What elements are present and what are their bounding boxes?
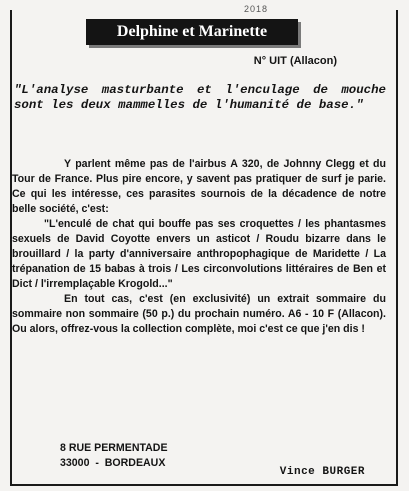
body-paragraph-2: "L'enculé de chat qui bouffe pas ses croquettes / les phantasmes sexuels de David Coyotte envers un asticot / Roudu bizarre dans le brouillard / la party d'anniversaire anthropophagique de Maridette / La trépanation de 15 babas à trois / Les circonvolutions littéraires de Ben et Dict / l'irremplaçable Krogold..." (12, 218, 386, 290)
address-line-2: 33000 - BORDEAUX (60, 457, 166, 469)
postal-address (60, 441, 168, 471)
body-paragraph-1: Y parlent même pas de l'airbus A 320, de Johnny Clegg et du Tour de France. Plus pire encore, y savent pas pratiquer de surf je parie. Ce qui les intéresse, ces parasites sournois de la décadence de notre belle société, c'est: (12, 158, 386, 215)
body-paragraph-3: En tout cas, c'est (en exclusivité) un extrait sommaire du sommaire non sommaire (50 p.) du prochain numéro. A6 - 10 F (Allacon). Ou alors, offrez-vous la collection complète, moi c'est ce que j'en dis ! (12, 293, 386, 335)
issue-reference: N° UIT (Allacon) (253, 55, 337, 67)
address-line-1: 8 RUE PERMENTADE (60, 442, 168, 454)
top-fragment-text: 2018 (244, 4, 269, 14)
article-body (12, 157, 386, 337)
author-signature: Vince BURGER (279, 466, 365, 478)
epigraph-quote: "L'analyse masturbante et l'enculage de mouche sont les deux mammelles de l'humanité de base." (14, 83, 386, 112)
article-title: Delphine et Marinette (86, 19, 298, 45)
